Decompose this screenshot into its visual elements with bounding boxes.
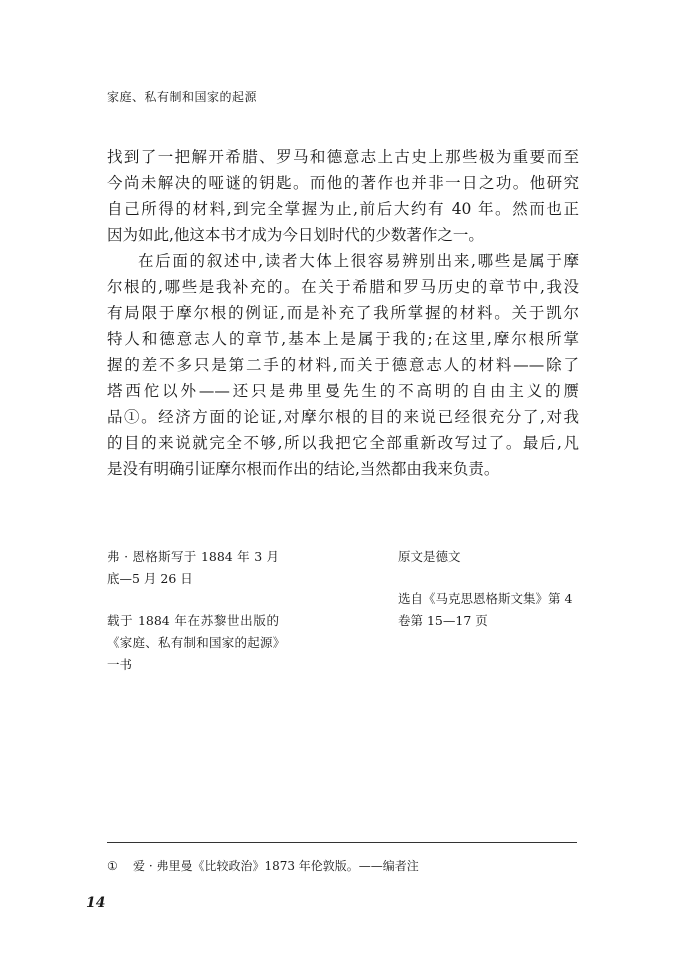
footnote — [107, 857, 577, 875]
text-line: 是没有明确引证摩尔根而作出的结论,当然都由我来负责。 — [107, 460, 500, 478]
footnote-marker: ① — [107, 859, 118, 873]
text-line: 特人和德意志人的章节,基本上是属于我的;在这里,摩尔根所掌 — [107, 330, 579, 348]
note-source: 选自《马克思恩格斯文集》第 4 卷第 15—17 页 — [398, 591, 573, 628]
text-line: 因为如此,他这本书才成为今日划时代的少数著作之一。 — [107, 226, 484, 244]
text-line: 塔西佗以外——还只是弗里曼先生的不高明的自由主义的赝 — [107, 382, 579, 400]
text-line: 尔根的,哪些是我补充的。在关于希腊和罗马历史的章节中,我没 — [107, 278, 579, 296]
text-line: 的目的来说就完全不够,所以我把它全部重新改写过了。最后,凡 — [107, 434, 579, 452]
footnote-divider — [107, 842, 577, 843]
text-line-with-footnote-ref: 品①。经济方面的论证,对摩尔根的目的来说已经很充分了,对我 — [107, 408, 579, 426]
text-line: 握的差不多只是第二手的材料,而关于德意志人的材料——除了 — [107, 356, 579, 374]
page-number: 14 — [86, 895, 106, 911]
body-text — [107, 144, 579, 482]
notes-right — [398, 546, 583, 632]
footnote-text: 爱 · 弗里曼《比较政治》1873 年伦敦版。——编者注 — [133, 859, 419, 873]
note-written-date: 弗 · 恩格斯写于 1884 年 3 月底—5 月 26 日 — [107, 549, 279, 586]
notes-left — [107, 546, 279, 676]
note-publication: 载于 1884 年在苏黎世出版的《家庭、私有制和国家的起源》一书 — [107, 613, 279, 672]
text-line: 找到了一把解开希腊、罗马和德意志上古史上那些极为重要而至 — [107, 148, 579, 166]
text-line: 在后面的叙述中,读者大体上很容易辨别出来,哪些是属于摩 — [138, 252, 579, 270]
text-line: 今尚未解决的哑谜的钥匙。而他的著作也并非一日之功。他研究 — [107, 174, 579, 192]
text-line: 有局限于摩尔根的例证,而是补充了我所掌握的材料。关于凯尔 — [107, 304, 579, 322]
note-original-language: 原文是德文 — [398, 549, 461, 564]
text-line: 自己所得的材料,到完全掌握为止,前后大约有 40 年。然而也正 — [107, 200, 579, 218]
running-header: 家庭、私有制和国家的起源 — [107, 90, 258, 104]
